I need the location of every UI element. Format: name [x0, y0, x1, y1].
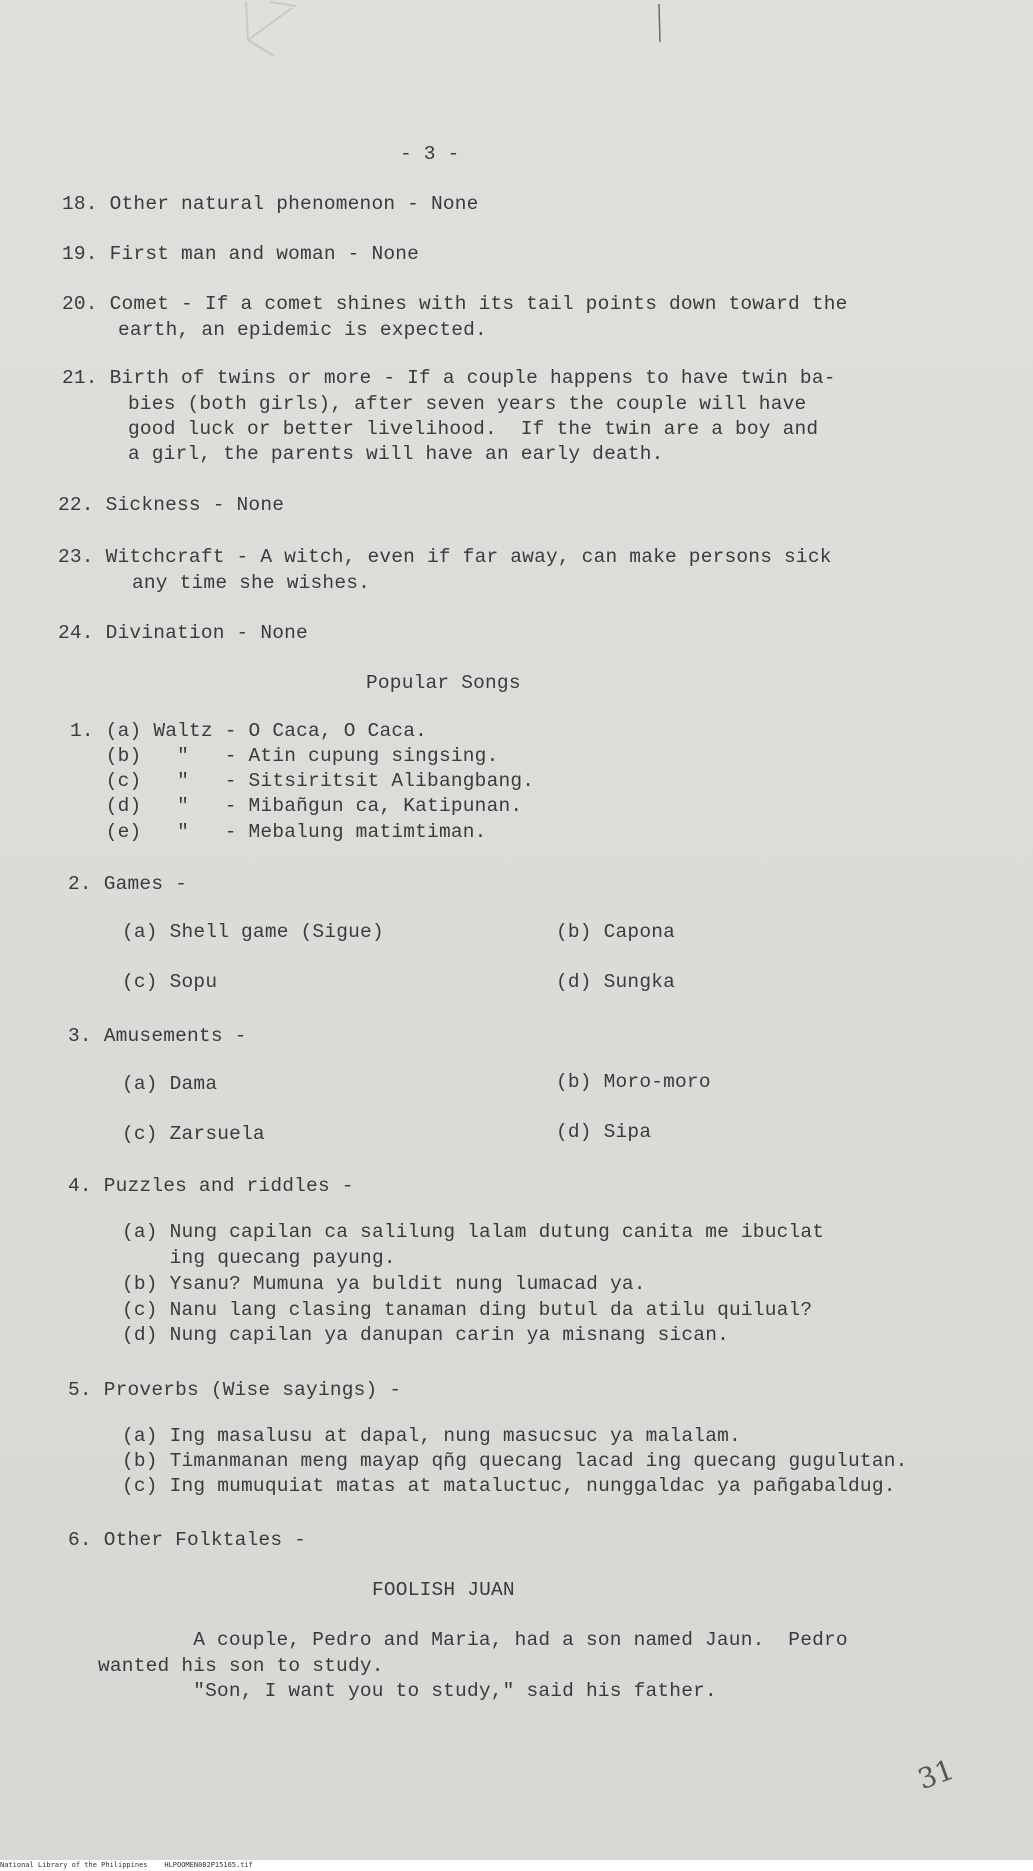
- game-d: (d) Sungka: [556, 971, 676, 993]
- fold-mark-decoration: [240, 0, 300, 58]
- item-22: 22. Sickness - None: [58, 494, 285, 516]
- folktale-line: A couple, Pedro and Maria, had a son named Jaun. Pedro: [98, 1629, 848, 1651]
- game-b: (b) Capona: [556, 921, 676, 943]
- proverb-line: (b) Timanmanan meng mayap qñg quecang lacad ing quecang gugulutan.: [122, 1450, 908, 1472]
- game-a: (a) Shell game (Sigue): [122, 921, 384, 943]
- proverb-line: (a) Ing masalusu at dapal, nung masucsuc ya malalam.: [122, 1425, 741, 1447]
- item-23-line-2: any time she wishes.: [132, 572, 371, 594]
- puzzle-line: ing quecang payung.: [122, 1247, 396, 1269]
- margin-tick-mark: [655, 2, 663, 44]
- scan-footer: National Library of the Philippines HLPOOMEN082P15165.tif: [0, 1860, 1033, 1871]
- amusement-a: (a) Dama: [122, 1073, 218, 1095]
- puzzle-line: (c) Nanu lang clasing tanaman ding butul da atilu quilual?: [122, 1299, 813, 1321]
- song-line: (e) " - Mebalung matimtiman.: [70, 821, 487, 843]
- proverb-line: (c) Ing mumuquiat matas at mataluctuc, nunggaldac ya pañgabaldug.: [122, 1475, 896, 1497]
- item-21-line-2: bies (both girls), after seven years the couple will have: [128, 393, 807, 415]
- folktale-line: wanted his son to study.: [98, 1655, 384, 1677]
- folktales-heading: 6. Other Folktales -: [68, 1529, 307, 1551]
- folktale-title: FOOLISH JUAN: [372, 1579, 515, 1601]
- amusement-b: (b) Moro-moro: [556, 1071, 711, 1093]
- item-21-line-1: 21. Birth of twins or more - If a couple happens to have twin ba-: [62, 367, 836, 389]
- item-21-line-4: a girl, the parents will have an early death.: [128, 443, 664, 465]
- puzzle-line: (d) Nung capilan ya danupan carin ya misnang sican.: [122, 1324, 729, 1346]
- song-line: 1. (a) Waltz - O Caca, O Caca.: [70, 720, 428, 742]
- item-20-line-2: earth, an epidemic is expected.: [118, 319, 487, 341]
- amusements-heading: 3. Amusements -: [68, 1025, 247, 1047]
- proverbs-heading: 5. Proverbs (Wise sayings) -: [68, 1379, 402, 1401]
- item-21-line-3: good luck or better livelihood. If the twin are a boy and: [128, 418, 819, 440]
- songs-heading: Popular Songs: [366, 672, 521, 694]
- song-line: (b) " - Atin cupung singsing.: [70, 745, 499, 767]
- song-line: (d) " - Mibañgun ca, Katipunan.: [70, 795, 523, 817]
- puzzle-line: (b) Ysanu? Mumuna ya buldit nung lumacad ya.: [122, 1273, 646, 1295]
- game-c: (c) Sopu: [122, 971, 218, 993]
- amusement-c: (c) Zarsuela: [122, 1123, 265, 1145]
- item-18: 18. Other natural phenomenon - None: [62, 193, 479, 215]
- amusement-d: (d) Sipa: [556, 1121, 652, 1143]
- song-line: (c) " - Sitsiritsit Alibangbang.: [70, 770, 535, 792]
- page-number: - 3 -: [400, 143, 460, 165]
- folktale-line: "Son, I want you to study," said his father.: [98, 1680, 717, 1702]
- item-23-line-1: 23. Witchcraft - A witch, even if far away, can make persons sick: [58, 546, 832, 568]
- games-heading: 2. Games -: [68, 873, 188, 895]
- item-19: 19. First man and woman - None: [62, 243, 420, 265]
- handwritten-page-number: 31: [913, 1752, 959, 1797]
- puzzles-heading: 4. Puzzles and riddles -: [68, 1175, 354, 1197]
- item-20-line-1: 20. Comet - If a comet shines with its tail points down toward the: [62, 293, 848, 315]
- item-24: 24. Divination - None: [58, 622, 308, 644]
- puzzle-line: (a) Nung capilan ca salilung lalam dutung canita me ibuclat: [122, 1221, 825, 1243]
